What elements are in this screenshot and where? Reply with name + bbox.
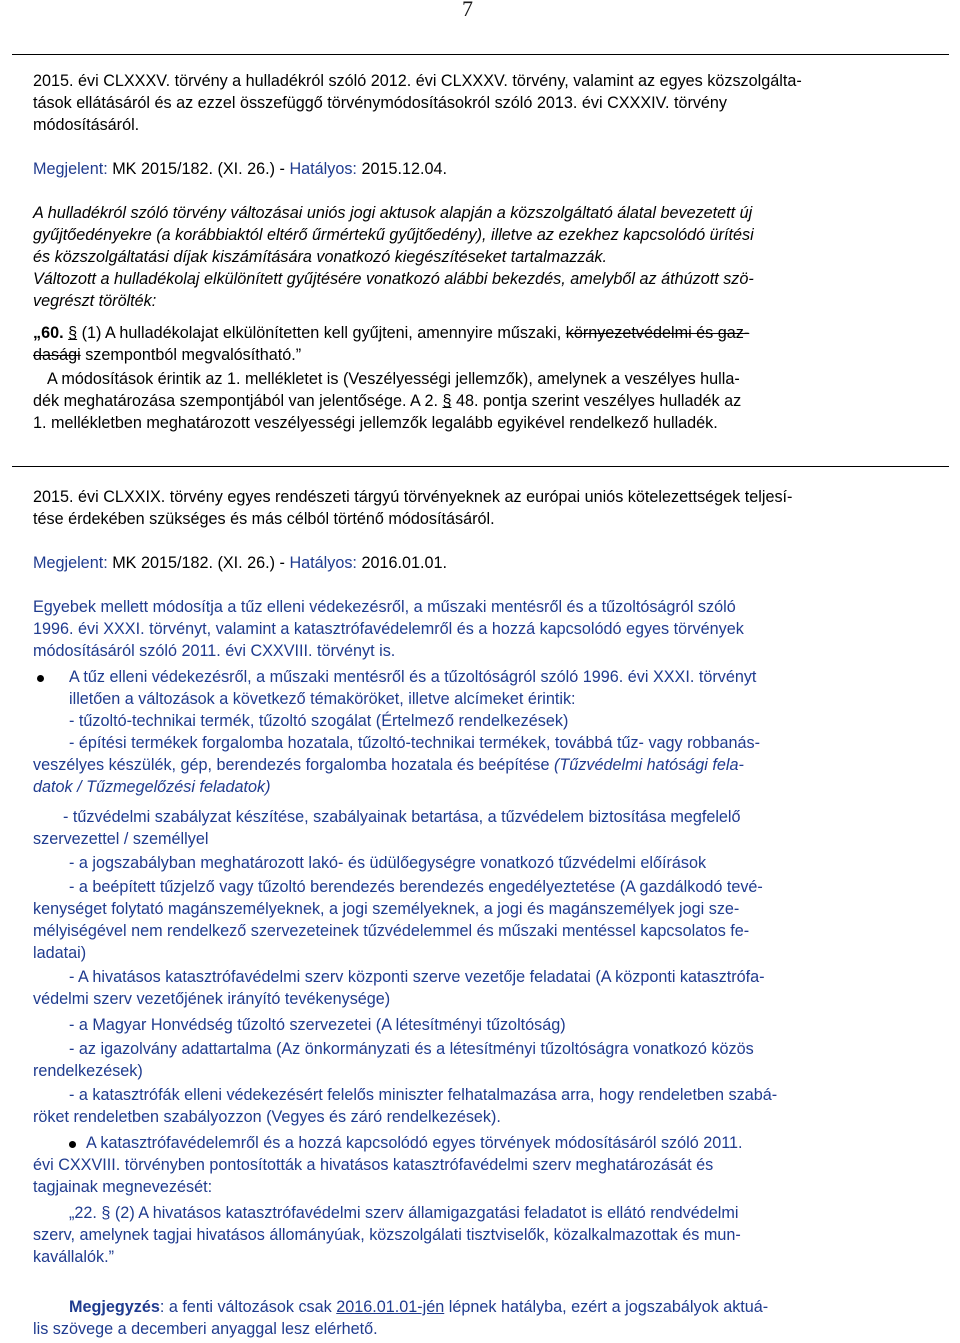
s1-summary-1: A hulladékról szóló törvény változásai uniós jogi aktusok alapján a közszolgáltató álatal bevezetett új	[33, 204, 753, 222]
b1-italic: (Tűzvédelmi hatósági fela-	[554, 756, 744, 774]
s1-summary-4: Változott a hulladékolaj elkülönített gyűjtésére vonatkozó alábbi bekezdés, amelyből az áthúzott szö-	[33, 270, 754, 288]
para60-number: „60.	[33, 324, 64, 342]
s2-b1-line-20: röket rendeletben szabályozzon (Vegyes és záró rendelkezések).	[33, 1108, 501, 1126]
s2-b1-line-16: - a Magyar Honvédség tűzoltó szervezetei (A létesítményi tűzoltóság)	[69, 1016, 566, 1034]
s1-title-line-3: módosításáról.	[33, 116, 140, 134]
s2-b1-line-4: - építési termékek forgalomba hozatala, tűzoltó-technikai termékek, továbbá tűz- vagy robbanás-	[69, 734, 761, 752]
s2-b2-line-1: A katasztrófavédelemről és a hozzá kapcsolódó egyes törvények módosításáról szóló 2011.	[86, 1134, 743, 1152]
s1-annex-3: 1. mellékletben meghatározott veszélyességi jellemzők legalább egyikével rendelkező hulladék.	[33, 414, 718, 432]
effective-value: 2016.01.01.	[361, 554, 447, 572]
separator: -	[275, 554, 290, 572]
s1-title-line-2: tások ellátásáról és az ezzel összefüggő törvénymódosításokról szóló 2013. évi CXXXIV. törvény	[33, 94, 728, 112]
s2-b1-line-6: datok / Tűzmegelőzési feladatok)	[33, 778, 271, 796]
s2-title-line-1: 2015. évi CLXXIX. törvény egyes rendészeti tárgyú törvényeknek az európai uniós kötelezettségek teljesí-	[33, 488, 793, 506]
b1-text: veszélyes készülék, gép, berendezés forgalomba hozatala és beépítése	[33, 756, 555, 774]
b2-quote-open: „22.	[69, 1204, 102, 1222]
s2-b1-line-18: rendelkezések)	[33, 1062, 143, 1080]
bullet-1-icon	[37, 675, 44, 682]
s2-b2-line-6: kavállalók.”	[33, 1248, 114, 1266]
published-value: MK 2015/182. (XI. 26.)	[112, 160, 276, 178]
s1-annex-1: A módosítások érintik az 1. mellékletet is (Veszélyességi jellemzők), amelynek a veszélyes hulla-	[47, 370, 740, 388]
s1-summary-2: gyűjtőedényekre (a korábbiaktól eltérő űrmértekű gyűjtőedény), illetve az ezekhez kapcsolódó ürítési	[33, 226, 754, 244]
s2-b1-line-7: - tűzvédelmi szabályzat készítése, szabályainak betartása, a tűzvédelem biztosítása megfelelő	[63, 808, 741, 826]
note-text-b: lépnek hatályba, ezért a jogszabályok aktuá-	[444, 1298, 769, 1316]
middle-rule	[12, 466, 949, 467]
published-value: MK 2015/182. (XI. 26.)	[112, 554, 276, 572]
note-label: Megjegyzés	[69, 1298, 160, 1316]
annex-text-b: 48. pontja szerint veszélyes hulladék az	[451, 392, 742, 410]
section-sign: §	[68, 324, 78, 342]
s2-b1-line-17: - az igazolvány adattartalma (Az önkormányzati és a létesítményi tűzoltóságra vonatkozó közös	[69, 1040, 754, 1058]
s1-summary-5: vegrészt törölték:	[33, 292, 157, 310]
s2-b1-line-11: kenységet folytató magánszemélyeknek, a jogi személyeknek, a jogi és magánszemélyek jogi sze-	[33, 900, 740, 918]
annex-text-a: dék meghatározása szempontjából van jelentősége. A 2.	[33, 392, 443, 410]
s2-b1-line-8: szervezettel / személlyel	[33, 830, 209, 848]
s2-intro-2: 1996. évi XXXI. törvényt, valamint a katasztrófavédelemről és a hozzá kapcsolódó egyes törvények	[33, 620, 744, 638]
para60-text-b: szempontból megvalósítható.	[80, 346, 296, 364]
s2-b1-line-5	[33, 754, 943, 776]
published-label: Megjelent:	[33, 554, 113, 572]
s2-b1-line-9: - a jogszabályban meghatározott lakó- és üdülőegységre vonatkozó tűzvédelmi előírások	[69, 854, 707, 872]
bullet-2-icon	[69, 1141, 76, 1148]
s2-intro-3: módosításáról szóló 2011. évi CXXVIII. törvényt is.	[33, 642, 396, 660]
top-rule	[12, 54, 949, 55]
page-number: 7	[462, 0, 473, 21]
struck-text-b: dasági	[33, 346, 81, 364]
s2-b2-line-3: tagjainak megnevezését:	[33, 1178, 213, 1196]
s2-b1-line-10: - a beépített tűzjelző vagy tűzoltó berendezés berendezés engedélyeztetése (A gazdálkodó tevé-	[69, 878, 763, 896]
published-label: Megjelent:	[33, 160, 113, 178]
section-sign-22: §	[101, 1204, 111, 1222]
para60-text-a: (1) A hulladékolajat elkülönítetten kell gyűjteni, amennyire műszaki,	[77, 324, 566, 342]
s1-para60-line-1	[33, 322, 943, 344]
note-text-a: : a fenti változások csak	[159, 1298, 337, 1316]
effective-value: 2015.12.04.	[361, 160, 447, 178]
s1-publication-line	[33, 158, 943, 180]
struck-text-a: környezetvédelmi és gaz-	[565, 324, 750, 342]
s2-b1-line-1: A tűz elleni védekezésről, a műszaki mentésről és a tűzoltóságról szóló 1996. évi XXXI. törvényt	[69, 668, 757, 686]
separator: -	[275, 160, 290, 178]
s2-b1-line-14: - A hivatásos katasztrófavédelmi szerv központi szerve vezetője feladatai (A központi katasztrófa-	[69, 968, 765, 986]
s2-b2-line-5: szerv, amelynek tagjai hivatásos állományúak, közszolgálati tisztviselők, közalkalmazottak és mun-	[33, 1226, 741, 1244]
s2-b1-line-2: illetően a változások a következő témaköröket, illetve alcímeket érintik:	[69, 690, 576, 708]
s2-title-line-2: tése érdekében szükséges és más célból történő módosításáról.	[33, 510, 495, 528]
s2-b1-line-19: - a katasztrófák elleni védekezésért felelős miniszter felhatalmazása arra, hogy rendeletben szabá-	[69, 1086, 778, 1104]
s1-title-line-1: 2015. évi CLXXXV. törvény a hulladékról szóló 2012. évi CLXXXV. törvény, valamint az egyes közszolgálta-	[33, 72, 802, 90]
note-date: 2016.01.01-jén	[336, 1298, 445, 1316]
s2-publication-line	[33, 552, 943, 574]
section-sign-48: §	[442, 392, 452, 410]
s1-summary-3: és közszolgáltatási díjak kiszámítására vonatkozó kiegészítéseket tartalmazzák.	[33, 248, 608, 266]
s1-annex-2	[33, 390, 943, 412]
s2-b1-line-12: mélyiségével nem rendelkező szervezeteinek tűzvédelemmel és műszaki mentéssel kapcsolatos fe-	[33, 922, 750, 940]
s2-note-line-2: lis szövege a decemberi anyaggal lesz elérhető.	[33, 1320, 378, 1338]
quote-close: ”	[295, 346, 302, 364]
s2-b1-line-13: ladatai)	[33, 944, 87, 962]
s2-b2-line-2: évi CXXVIII. törvényben pontosították a hivatásos katasztrófavédelmi szerv meghatározását és	[33, 1156, 714, 1174]
s2-b1-line-15: védelmi szerv vezetőjének irányító tevékenysége)	[33, 990, 391, 1008]
effective-label: Hatályos:	[289, 160, 362, 178]
effective-label: Hatályos:	[289, 554, 362, 572]
s2-b2-line-4	[69, 1202, 960, 1224]
s2-note-line-1	[69, 1296, 960, 1318]
s1-para60-line-2	[33, 344, 943, 366]
b2-text: (2) A hivatásos katasztrófavédelmi szerv államigazgatási feladatot is ellátó rendvédelmi	[110, 1204, 739, 1222]
s2-b1-line-3: - tűzoltó-technikai termék, tűzoltó szogálat (Értelmező rendelkezések)	[69, 712, 569, 730]
s2-intro-1: Egyebek mellett módosítja a tűz elleni védekezésről, a műszaki mentésről és a tűzoltóságról szóló	[33, 598, 736, 616]
